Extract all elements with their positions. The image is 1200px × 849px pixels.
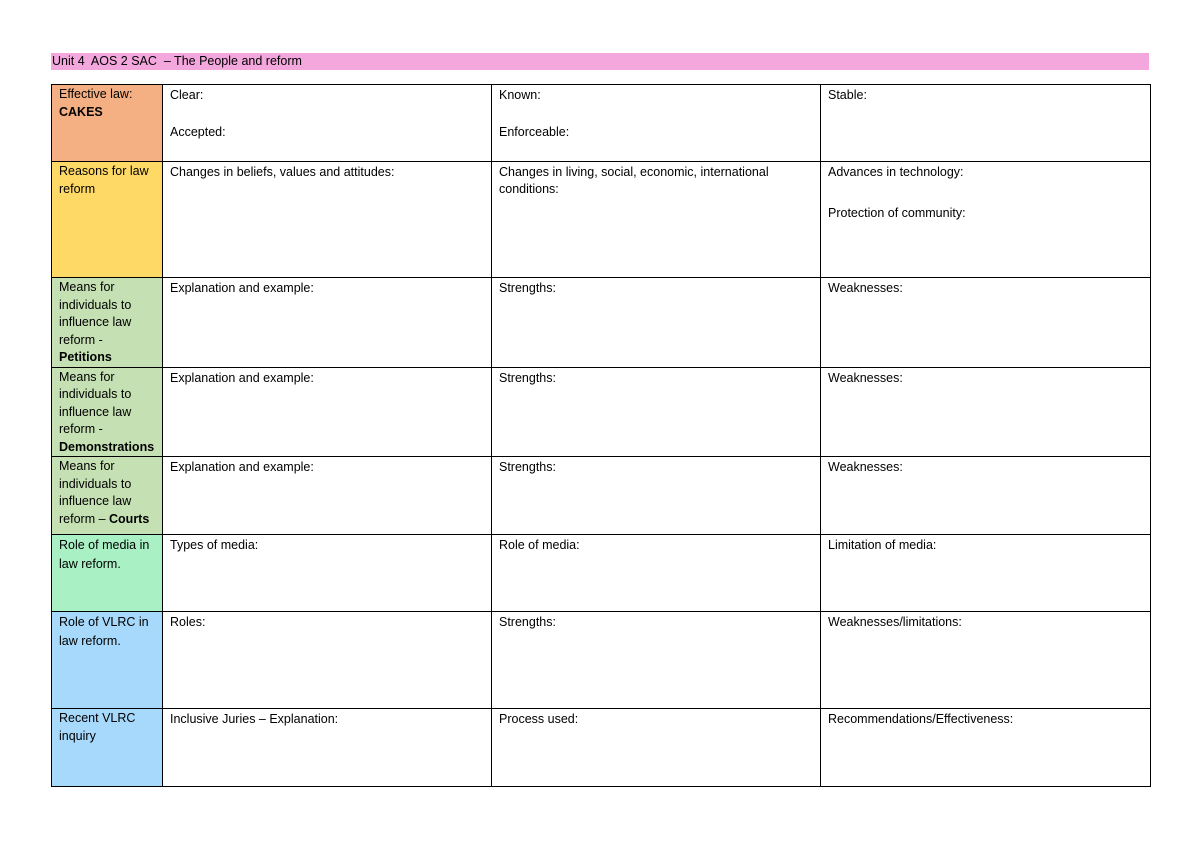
cell-living-conditions[interactable]: [492, 162, 821, 278]
cell-prompt: Recommendations/Effectiveness:: [828, 712, 1014, 726]
cell-prompt: Role of media:: [499, 538, 580, 552]
cell-prompt: Inclusive Juries – Explanation:: [170, 712, 339, 726]
row-label-reasons: [52, 162, 163, 278]
table-row-reasons: [52, 162, 1151, 278]
cell-prompt: Explanation and example:: [170, 370, 314, 385]
cell-prompt: Roles:: [170, 615, 206, 629]
page-title: Unit 4 AOS 2 SAC – The People and reform: [51, 53, 1149, 70]
cell-prompt: Weaknesses:: [828, 460, 903, 474]
cell-limitation-of-media[interactable]: [821, 535, 1151, 612]
row-label-bold: Demonstrations: [59, 439, 155, 454]
enforceable-label: Enforceable:: [499, 125, 570, 139]
row-label-effective-law: [52, 85, 163, 162]
cell-recommendations[interactable]: [821, 709, 1151, 787]
cell-weaknesses[interactable]: [821, 278, 1151, 368]
known-label: Known:: [499, 88, 541, 102]
row-label-text: Role of media in law reform.: [59, 538, 150, 571]
row-label-text: Means for individuals to influence law reform -: [59, 369, 132, 436]
cell-prompt: Process used:: [499, 712, 579, 726]
cell-prompt: Explanation and example:: [170, 460, 314, 474]
row-label-vlrc-role: [52, 612, 163, 709]
cell-beliefs-values[interactable]: [163, 162, 492, 278]
cell-strengths[interactable]: [492, 367, 821, 457]
row-label-bold: Courts: [109, 511, 150, 526]
table-row-courts: [52, 457, 1151, 535]
row-label-text: Reasons for law reform: [59, 164, 149, 196]
worksheet-table: [51, 84, 1151, 787]
row-label-bold: Petitions: [59, 350, 112, 364]
cell-clear-accepted[interactable]: [163, 85, 492, 162]
row-label-text: Effective law:: [59, 87, 133, 101]
cell-types-of-media[interactable]: [163, 535, 492, 612]
cell-stable[interactable]: [821, 85, 1151, 162]
cell-explanation[interactable]: [163, 367, 492, 457]
clear-label: Clear:: [170, 88, 204, 102]
stable-label: Stable:: [828, 88, 867, 102]
cell-prompt: Types of media:: [170, 538, 259, 552]
cell-roles[interactable]: [163, 612, 492, 709]
cell-prompt: Weaknesses/limitations:: [828, 615, 962, 629]
cell-prompt: Weaknesses:: [828, 370, 903, 385]
cell-technology-protection[interactable]: [821, 162, 1151, 278]
table-row-vlrc-role: [52, 612, 1151, 709]
cell-weaknesses[interactable]: [821, 367, 1151, 457]
accepted-label: Accepted:: [170, 125, 226, 139]
row-label-petitions: [52, 278, 163, 368]
table-row-petitions: [52, 278, 1151, 368]
protection-label: Protection of community:: [828, 206, 966, 220]
cell-weaknesses[interactable]: [821, 457, 1151, 535]
cell-prompt: Weaknesses:: [828, 281, 903, 295]
row-label-bold: CAKES: [59, 104, 103, 119]
cell-known-enforceable[interactable]: [492, 85, 821, 162]
table-row-effective-law: [52, 85, 1151, 162]
row-label-courts: [52, 457, 163, 535]
technology-label: Advances in technology:: [828, 165, 964, 179]
cell-weaknesses-limitations[interactable]: [821, 612, 1151, 709]
row-label-text: Means for individuals to influence law reform –: [59, 459, 132, 526]
cell-explanation[interactable]: [163, 457, 492, 535]
table-row-vlrc-inquiry: [52, 709, 1151, 787]
row-label-demonstrations: [52, 367, 163, 457]
cell-strengths[interactable]: [492, 612, 821, 709]
cell-strengths[interactable]: [492, 278, 821, 368]
cell-process-used[interactable]: [492, 709, 821, 787]
cell-prompt: Strengths:: [499, 281, 556, 295]
cell-explanation[interactable]: [163, 278, 492, 368]
cell-inclusive-juries[interactable]: [163, 709, 492, 787]
row-label-media: [52, 535, 163, 612]
row-label-text: Means for individuals to influence law reform -: [59, 280, 132, 347]
cell-prompt: Strengths:: [499, 615, 556, 629]
cell-prompt: Limitation of media:: [828, 538, 937, 552]
cell-prompt: Changes in beliefs, values and attitudes:: [170, 165, 395, 179]
cell-prompt: Strengths:: [499, 460, 556, 474]
row-label-vlrc-inquiry: [52, 709, 163, 787]
cell-prompt: Changes in living, social, economic, international conditions:: [499, 165, 769, 196]
cell-role-of-media[interactable]: [492, 535, 821, 612]
cell-prompt: Strengths:: [499, 370, 556, 385]
row-label-text: Recent VLRC inquiry: [59, 711, 136, 743]
cell-prompt: Explanation and example:: [170, 281, 314, 295]
table-row-demonstrations: [52, 367, 1151, 457]
table-row-media: [52, 535, 1151, 612]
row-label-text: Role of VLRC in law reform.: [59, 615, 149, 648]
cell-strengths[interactable]: [492, 457, 821, 535]
